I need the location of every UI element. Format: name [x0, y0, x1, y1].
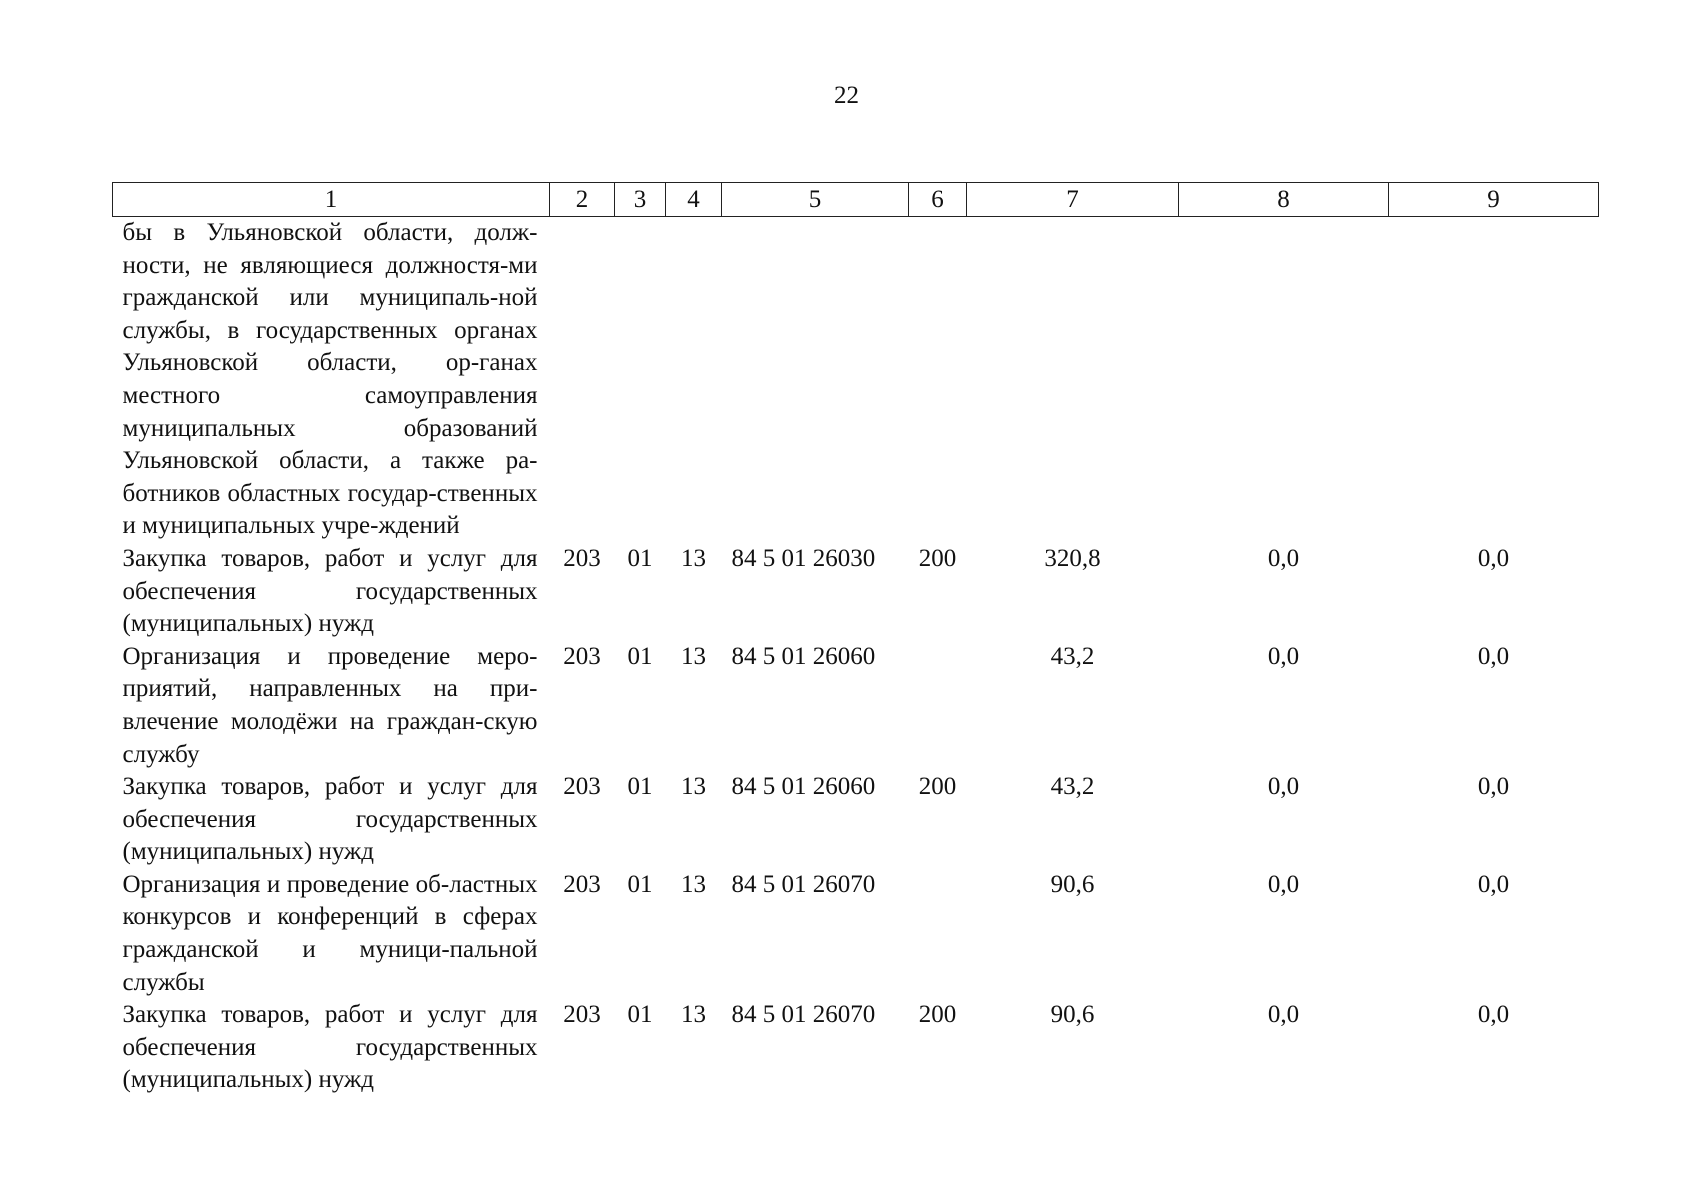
row-col9 — [1389, 217, 1599, 543]
row-col4: 13 — [681, 544, 706, 572]
row-description: Закупка товаров, работ и услуг для обеспечения государственных (муниципальных) нужд — [122, 773, 538, 866]
row-col9: 0,0 — [1477, 1001, 1510, 1029]
row-col6 — [909, 217, 967, 543]
row-col5: 84 5 01 26070 — [731, 870, 876, 898]
header-row — [113, 183, 1599, 217]
row-description: Организация и проведение меро-приятий, направленных на при-влечение молодёжи на граждан-скую службу — [122, 642, 538, 768]
row-description: Организация и проведение об-ластных конкурсов и конференций в сферах гражданской и муници-пальной службы — [122, 870, 538, 996]
row-col6: 200 — [918, 544, 957, 572]
row-col7: 320,8 — [1044, 544, 1101, 572]
row-col3: 01 — [627, 1001, 653, 1029]
row-col6 — [909, 869, 967, 999]
budget-table — [112, 182, 1599, 1097]
row-col5: 84 5 01 26030 — [731, 544, 876, 572]
row-col5: 84 5 01 26070 — [731, 1001, 876, 1029]
row-col2: 203 — [563, 773, 601, 801]
table-row — [113, 543, 1599, 641]
table-header — [113, 183, 1599, 217]
row-col7 — [967, 217, 1179, 543]
table-row — [113, 641, 1599, 771]
row-col7: 90,6 — [1050, 870, 1095, 898]
row-col6 — [909, 641, 967, 771]
header-cell-8: 8 — [1179, 183, 1389, 217]
header-cell-2: 2 — [550, 183, 615, 217]
row-col8: 0,0 — [1267, 773, 1300, 801]
row-col9: 0,0 — [1477, 642, 1510, 670]
row-col3: 01 — [627, 870, 653, 898]
row-col8: 0,0 — [1267, 870, 1300, 898]
row-col7: 43,2 — [1050, 773, 1095, 801]
table-body — [113, 217, 1599, 1098]
row-col7: 43,2 — [1050, 642, 1095, 670]
table-row — [113, 217, 1599, 543]
row-col8: 0,0 — [1267, 642, 1300, 670]
row-description: Закупка товаров, работ и услуг для обеспечения государственных (муниципальных) нужд — [122, 544, 538, 638]
row-col2: 203 — [563, 870, 601, 898]
header-cell-6: 6 — [909, 183, 967, 217]
budget-table-container — [112, 182, 1599, 1097]
row-col9: 0,0 — [1477, 773, 1510, 801]
row-col2: 203 — [563, 1001, 601, 1029]
header-cell-1: 1 — [113, 183, 550, 217]
row-col6: 200 — [918, 1001, 957, 1029]
table-row — [113, 771, 1599, 869]
row-col4 — [666, 217, 722, 543]
row-col2: 203 — [563, 544, 601, 572]
header-cell-3: 3 — [615, 183, 666, 217]
row-description: Закупка товаров, работ и услуг для обеспечения государственных (муниципальных) нужд — [122, 1001, 538, 1094]
row-col5 — [722, 217, 909, 543]
row-col8: 0,0 — [1267, 544, 1300, 572]
row-col3 — [615, 217, 666, 543]
row-col3: 01 — [627, 544, 653, 572]
row-col5: 84 5 01 26060 — [731, 773, 876, 801]
header-cell-9: 9 — [1389, 183, 1599, 217]
row-col2 — [550, 217, 615, 543]
header-cell-5: 5 — [722, 183, 909, 217]
row-col6: 200 — [918, 773, 957, 801]
row-col3: 01 — [627, 642, 653, 670]
page-number: 22 — [834, 82, 859, 109]
row-col4: 13 — [681, 870, 706, 898]
header-cell-4: 4 — [666, 183, 722, 217]
table-row — [113, 869, 1599, 999]
row-col9: 0,0 — [1477, 870, 1510, 898]
row-col2: 203 — [563, 642, 601, 670]
header-cell-7: 7 — [967, 183, 1179, 217]
row-col3: 01 — [627, 773, 653, 801]
row-col4: 13 — [681, 1001, 706, 1029]
row-col4: 13 — [681, 642, 706, 670]
row-description: бы в Ульяновской области, долж-ности, не являющиеся должностя-ми гражданской или муниципаль-ной службы, в государственных органах Ульяновской области, ор-ганах местного самоуправления муниципальных образований Ульяновской области, а также ра-ботников областных государ-ственных и муниципальных учре-ждений — [122, 219, 538, 540]
row-col4: 13 — [681, 773, 706, 801]
row-col8: 0,0 — [1267, 1001, 1300, 1029]
table-row — [113, 999, 1599, 1097]
row-col8 — [1179, 217, 1389, 543]
row-col7: 90,6 — [1050, 1001, 1095, 1029]
row-col5: 84 5 01 26060 — [731, 642, 876, 670]
row-col9: 0,0 — [1477, 544, 1510, 572]
